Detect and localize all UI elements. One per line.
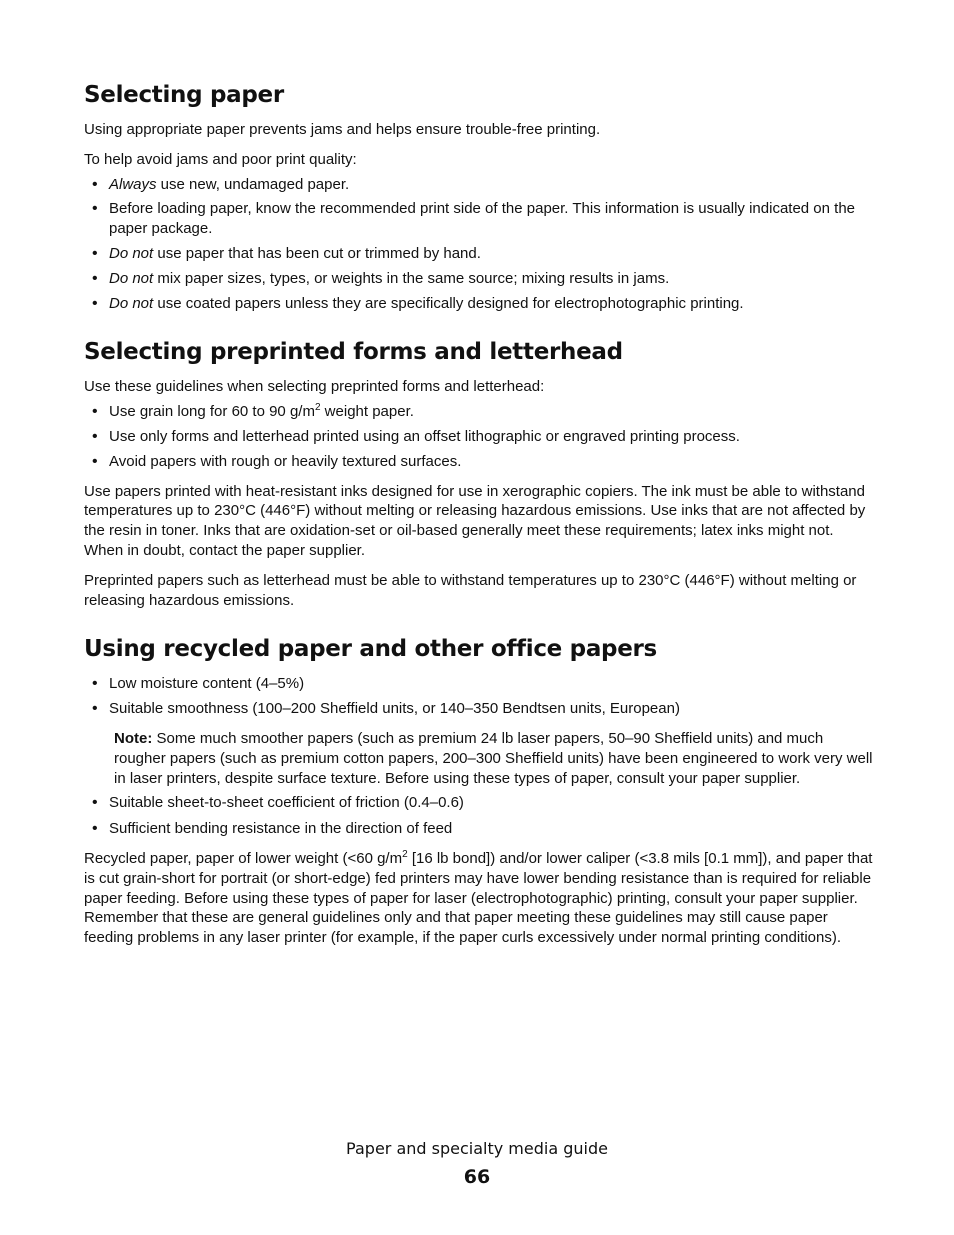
list-item-text: Suitable smoothness (100–200 Sheffield units, or 140–350 Bendtsen units, European) bbox=[109, 700, 680, 718]
list-item bbox=[84, 452, 874, 472]
footer-title: Paper and specialty media guide bbox=[346, 1139, 608, 1158]
paragraph: Use these guidelines when selecting preprinted forms and letterhead: bbox=[84, 378, 545, 396]
note-paragraph bbox=[84, 729, 874, 788]
bullet-list bbox=[84, 402, 874, 471]
list-item-text: Use grain long for 60 to 90 g/m bbox=[109, 403, 315, 421]
list-item bbox=[84, 793, 874, 813]
bullet-list bbox=[84, 674, 874, 719]
section-heading: Using recycled paper and other office papers bbox=[84, 636, 657, 663]
list-item-text: Suitable sheet-to-sheet coefficient of friction (0.4–0.6) bbox=[109, 794, 464, 812]
superscript: 2 bbox=[402, 848, 408, 860]
list-item bbox=[84, 244, 874, 264]
emphasis-text: Do not bbox=[109, 294, 154, 312]
page-number: 66 bbox=[463, 1166, 491, 1188]
list-item bbox=[84, 199, 874, 239]
section-preprinted-forms bbox=[84, 339, 874, 610]
note-label: Note: bbox=[114, 729, 153, 747]
note-text: Some much smoother papers (such as premium 24 lb laser papers, 50–90 Sheffield units) and much rougher papers (such as premium cotton papers, 200–300 Sheffield units) have been engineered to work very well in laser printers, despite surface texture. Before using these types of paper, consult your paper supplier. bbox=[114, 729, 873, 787]
paragraph: Using appropriate paper prevents jams and helps ensure trouble-free printing. bbox=[84, 121, 601, 138]
paragraph: Preprinted papers such as letterhead must be able to withstand temperatures up to 230°C (446°F) without melting or releasing hazardous emissions. bbox=[84, 571, 857, 609]
list-item bbox=[84, 699, 874, 719]
paragraph bbox=[84, 849, 874, 948]
list-item bbox=[84, 269, 874, 289]
list-item-text: Low moisture content (4–5%) bbox=[109, 675, 305, 693]
list-item bbox=[84, 402, 874, 422]
list-item-text: Before loading paper, know the recommended print side of the paper. This information is usually indicated on the paper package. bbox=[109, 200, 856, 238]
list-item bbox=[84, 175, 874, 195]
emphasis-text: Do not bbox=[109, 269, 154, 287]
section-selecting-paper bbox=[84, 82, 874, 313]
paragraph: To help avoid jams and poor print quality: bbox=[84, 150, 357, 168]
paragraph-text: [16 lb bond]) and/or lower caliper (<3.8 mils [0.1 mm]), and paper that is cut grain-short for portrait (or short-edge) fed printers may have lower bending resistance than is required for reliable paper feeding. Before using these types of paper for laser (electrophotographic) printing, consult your paper supplier. Remember that these are general guidelines only and that paper meeting these guidelines may still cause paper feeding problems in any laser printer (for example, if the paper curls excessively under normal printing conditions). bbox=[84, 849, 873, 947]
bullet-list bbox=[84, 793, 874, 839]
list-item-text: Sufficient bending resistance in the direction of feed bbox=[109, 820, 453, 838]
list-item-text: Avoid papers with rough or heavily textured surfaces. bbox=[109, 452, 462, 470]
list-item-text: Use only forms and letterhead printed using an offset lithographic or engraved printing process. bbox=[109, 427, 740, 445]
list-item bbox=[84, 819, 874, 839]
bullet-list bbox=[84, 175, 874, 314]
list-item-text: weight paper. bbox=[320, 403, 414, 421]
document-page bbox=[84, 82, 874, 966]
list-item bbox=[84, 294, 874, 314]
emphasis-text: Do not bbox=[109, 244, 154, 262]
paragraph-text: Recycled paper, paper of lower weight (<60 g/m bbox=[84, 849, 403, 867]
paragraph: Use papers printed with heat-resistant inks designed for use in xerographic copiers. The ink must be able to withstand temperatures up to 230°C (446°F) without melting or releasing hazardous emissions. Use inks that are not affected by the resin in toner. Inks that are oxidation-set or oil-based generally meet these requirements; latex inks might not. When in doubt, contact the paper supplier. bbox=[84, 482, 866, 559]
list-item bbox=[84, 427, 874, 447]
list-item-text: use paper that has been cut or trimmed by hand. bbox=[153, 244, 481, 262]
section-recycled-paper bbox=[84, 636, 874, 948]
section-heading: Selecting paper bbox=[84, 82, 284, 108]
list-item-text: use new, undamaged paper. bbox=[156, 175, 350, 193]
page-footer bbox=[0, 1139, 954, 1188]
list-item-text: mix paper sizes, types, or weights in the same source; mixing results in jams. bbox=[153, 269, 670, 287]
section-heading: Selecting preprinted forms and letterhead bbox=[84, 339, 623, 366]
list-item-text: use coated papers unless they are specifically designed for electrophotographic printing. bbox=[153, 294, 744, 312]
list-item bbox=[84, 674, 874, 694]
superscript: 2 bbox=[314, 402, 321, 414]
emphasis-text: Always bbox=[109, 175, 157, 193]
